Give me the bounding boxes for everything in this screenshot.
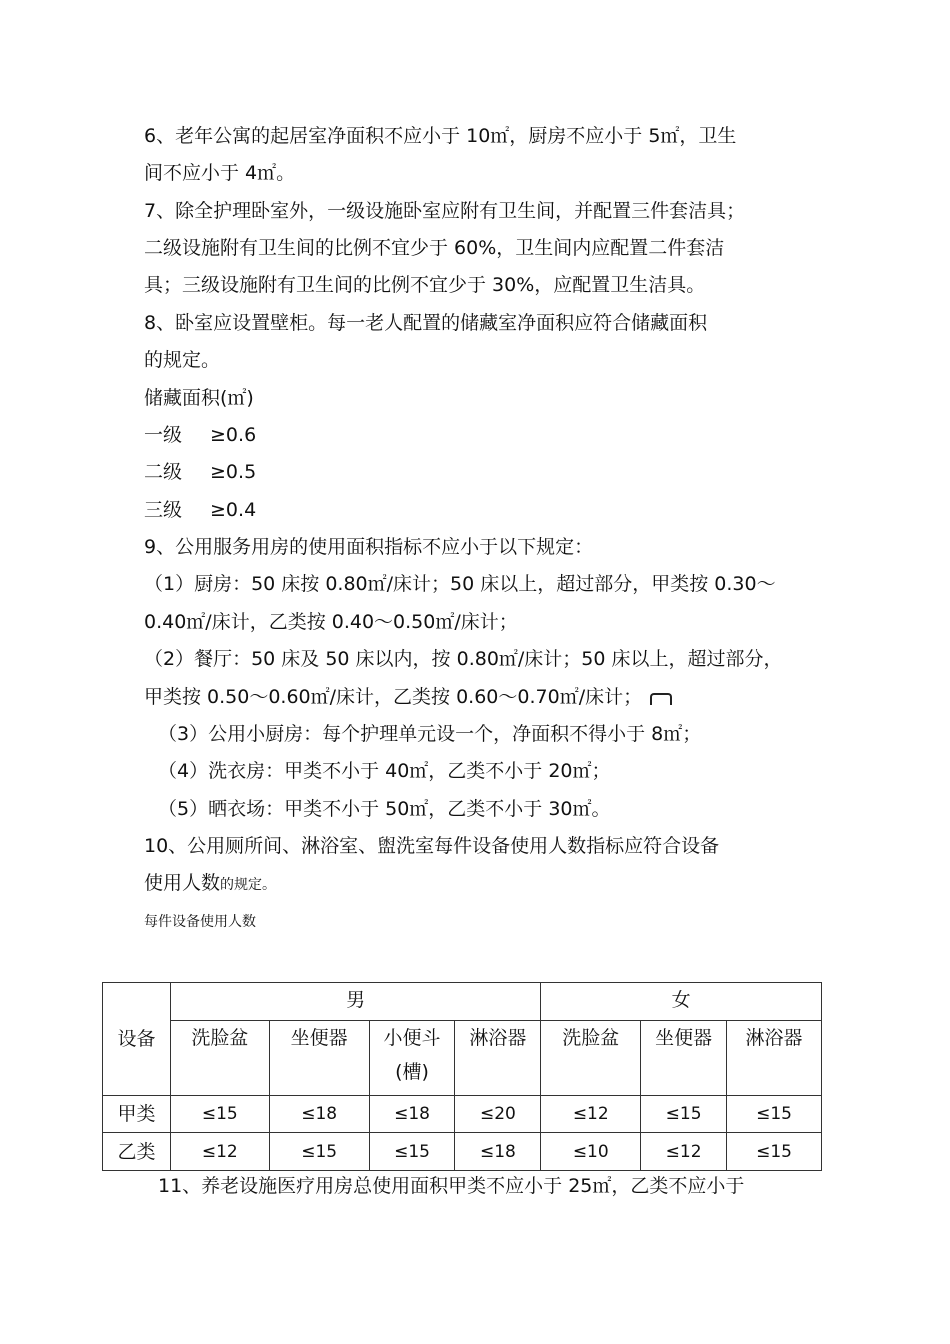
para-8-line-1: 8、卧室应设置壁柜。每一老人配置的储藏室净面积应符合储藏面积 bbox=[144, 312, 708, 334]
table-cell: ≤15 bbox=[369, 1133, 455, 1171]
para-9-5: （5）晒衣场：甲类不小于 50㎡，乙类不小于 30㎡。 bbox=[158, 798, 611, 820]
storage-row bbox=[144, 496, 256, 524]
storage-row bbox=[144, 421, 256, 449]
table-cell: ≤15 bbox=[170, 1096, 269, 1133]
table-cell: ≤15 bbox=[269, 1133, 369, 1171]
table-column-header bbox=[369, 1021, 455, 1096]
para-10-line-2-text: 使用人数 bbox=[144, 872, 221, 894]
table-column-header: 坐便器 bbox=[641, 1021, 727, 1096]
storage-level: 三级 bbox=[144, 499, 183, 521]
para-9-2-line-1: （2）餐厅：50 床及 50 床以内，按 0.80㎡/床计；50 床以上，超过部分， bbox=[144, 648, 783, 670]
para-9: 9、公用服务用房的使用面积指标不应小于以下规定： bbox=[144, 536, 594, 558]
para-9-4: （4）洗衣房：甲类不小于 40㎡，乙类不小于 20㎡； bbox=[158, 760, 611, 782]
table-column-header: 洗脸盆 bbox=[541, 1021, 641, 1096]
para-9-1-line-2: 0.40㎡/床计，乙类按 0.40～0.50㎡/床计； bbox=[144, 611, 518, 633]
table-cell: ≤10 bbox=[541, 1133, 641, 1171]
para-9-2-line-2-text: 甲类按 0.50～0.60㎡/床计，乙类按 0.60～0.70㎡/床计； bbox=[144, 686, 643, 708]
table-group-male: 男 bbox=[170, 983, 540, 1021]
table-cell: ≤12 bbox=[170, 1133, 269, 1171]
table-row-label: 甲类 bbox=[103, 1096, 171, 1133]
para-6-line-2: 间不应小于 4㎡。 bbox=[144, 162, 296, 184]
para-7-line-2: 二级设施附有卫生间的比例不宜少于 60%，卫生间内应配置二件套洁 bbox=[144, 237, 725, 259]
table-cell: ≤15 bbox=[727, 1096, 822, 1133]
table-cell: ≤18 bbox=[369, 1096, 455, 1133]
urinal-suffix: (槽) bbox=[395, 1061, 429, 1083]
para-9-3: （3）公用小厨房：每个护理单元设一个，净面积不得小于 8㎡； bbox=[158, 723, 702, 745]
storage-title: 储藏面积(㎡) bbox=[144, 387, 254, 409]
equipment-usage-table bbox=[102, 982, 822, 1171]
table-column-header: 洗脸盆 bbox=[170, 1021, 269, 1096]
table-cell: ≤15 bbox=[727, 1133, 822, 1171]
table-cell: ≤18 bbox=[269, 1096, 369, 1133]
table-row-label: 乙类 bbox=[103, 1133, 171, 1171]
para-7-line-1: 7、除全护理卧室外，一级设施卧室应附有卫生间，并配置三件套洁具； bbox=[144, 200, 746, 222]
para-10-line-2-tail: 的规定。 bbox=[220, 877, 277, 893]
paragraph-mark-icon bbox=[650, 693, 672, 705]
storage-level: 一级 bbox=[144, 424, 183, 446]
para-7-line-3: 具；三级设施附有卫生间的比例不宜少于 30%，应配置卫生洁具。 bbox=[144, 274, 706, 296]
storage-value: ≥0.5 bbox=[210, 461, 257, 483]
storage-value: ≥0.6 bbox=[210, 424, 257, 446]
table-cell: ≤18 bbox=[455, 1133, 541, 1171]
table-corner-header: 设备 bbox=[103, 983, 171, 1096]
table-column-header: 坐便器 bbox=[269, 1021, 369, 1096]
table-group-female: 女 bbox=[541, 983, 822, 1021]
para-10-line-1: 10、公用厕所间、淋浴室、盥洗室每件设备使用人数指标应符合设备 bbox=[144, 835, 720, 857]
para-6-line-1: 6、老年公寓的起居室净面积不应小于 10㎡，厨房不应小于 5㎡，卫生 bbox=[144, 125, 737, 147]
table-cell: ≤20 bbox=[455, 1096, 541, 1133]
table-cell: ≤12 bbox=[541, 1096, 641, 1133]
storage-level: 二级 bbox=[144, 461, 183, 483]
para-8-line-2: 的规定。 bbox=[144, 349, 221, 371]
para-9-1-line-1: （1）厨房：50 床按 0.80㎡/床计；50 床以上，超过部分，甲类按 0.30～ bbox=[144, 573, 776, 595]
para-11: 11、养老设施医疗用房总使用面积甲类不应小于 25㎡，乙类不应小于 bbox=[158, 1175, 745, 1197]
table-caption: 每件设备使用人数 bbox=[144, 914, 256, 930]
table-row bbox=[103, 1133, 822, 1171]
para-9-2-line-2 bbox=[144, 683, 672, 711]
para-10-line-2 bbox=[144, 869, 276, 899]
table-column-header: 淋浴器 bbox=[455, 1021, 541, 1096]
table-cell: ≤12 bbox=[641, 1133, 727, 1171]
table-row bbox=[103, 1096, 822, 1133]
table-cell: ≤15 bbox=[641, 1096, 727, 1133]
table-column-header: 淋浴器 bbox=[727, 1021, 822, 1096]
storage-value: ≥0.4 bbox=[210, 499, 257, 521]
storage-row bbox=[144, 458, 256, 486]
urinal-label: 小便斗 bbox=[383, 1027, 441, 1049]
